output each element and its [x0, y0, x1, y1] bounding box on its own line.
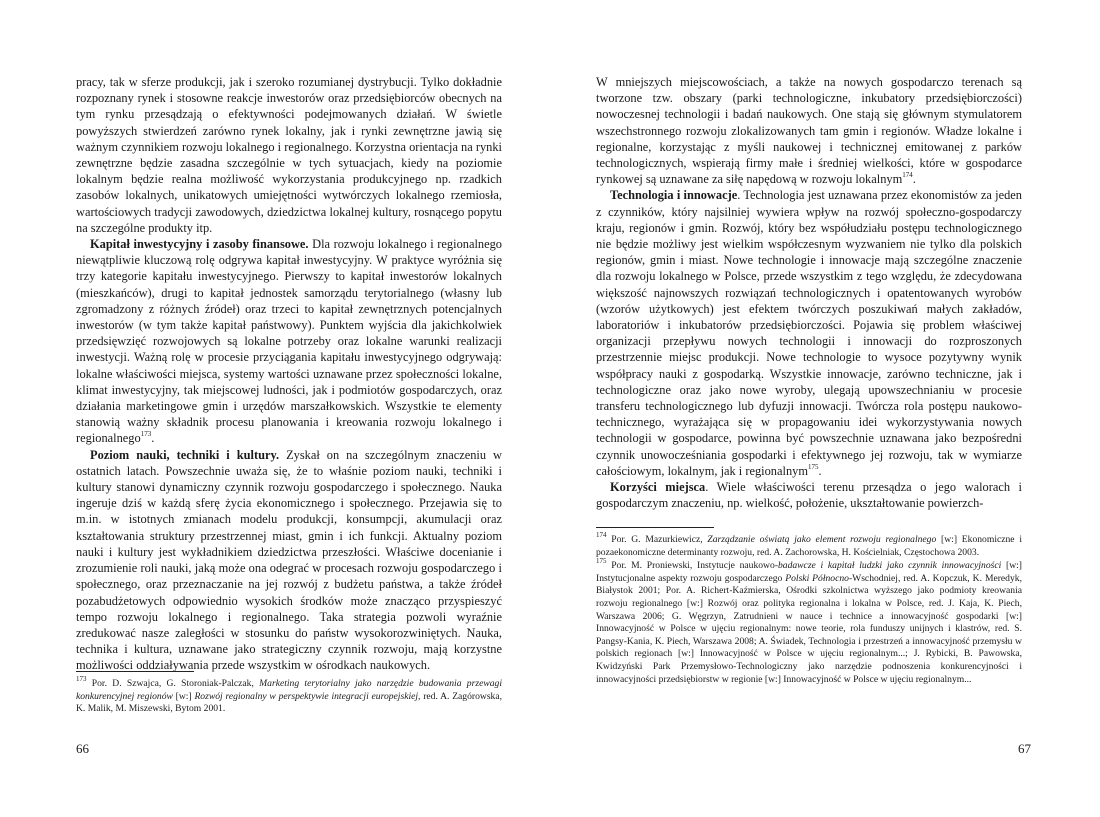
- paragraph: Kapitał inwestycyjny i zasoby finansowe. Dla rozwoju lokalnego i regionalnego niewątpliwie kluczową rolę odgrywa kapitał inwestycyjny. W praktyce wyróżnia się trzy kategorie kapitału inwestycyjnego. Pierwszy to kapitał inwestorów lokalnych (mieszkańców), drugi to kapitał jednostek samorządu terytorialnego (własny lub zgromadzony z różnych źródeł) oraz trzeci to kapitał zewnętrznych potencjalnych inwestorów (w tym także kapitał państwowy). Punktem wyjścia dla jakichkolwiek przedsięwzięć rozwojowych są lokalne potrzeby oraz lokalne warunki realizacji inwestycji. Ważną rolę w procesie przyciągania kapitału inwestycyjnego odgrywają: lokalne właściwości miejsca, systemy wartości uznawane przez społeczności lokalne, klimat inwestycyjny, tak miejscowej ludności, jak i podmiotów gospodarczych, oraz działania marketingowe gmin i urzędów marszałkowskich. Wszystkie te elementy stanowią ważny składnik procesu planowania i kreowania rozwoju lokalnego i regionalnego$^{173}$.: [76, 237, 502, 446]
- left-page: [76, 74, 502, 674]
- right-body-text: [596, 74, 1022, 511]
- paragraph: [596, 479, 1022, 511]
- footnote: [596, 530, 1022, 559]
- footnote-rule: [76, 671, 194, 672]
- paragraph: [76, 74, 502, 236]
- paragraph-text: Zyskał on na szczególnym znaczeniu w ostatnich latach. Powszechnie uważa się, że to właśnie poziom nauki, techniki i kultury stanowi dynamiczny czynnik rozwoju gospodarczego i społecznego. Nauka ingeruje dziś w każdą sferę życia ekonomicznego i społecznego. Przejawia się to m.in. w istotnych zmianach modelu produkcji, konsumpcji, akumulacji oraz kształtowania struktury przestrzennej miast, gmin i ich funkcji. Aktualny poziom nauki i kultury jest wykładnikiem dziedzictwa przeszłości. Właściwe docenianie i zrozumienie roli nauki, jaką może ona odegrać w procesach rozwoju gospodarczego i społecznego, oraz przeznaczanie na jej rozwój z budżetu państwa, a także źródeł pozabudżetowych odpowiednio wysokich środków może znacząco przyspieszyć tempo rozwoju lokalnego i regionalnego. Taka strategia pozwoli wyraźnie zredukować nasze zaległości w stosunku do państw wysokorozwiniętych. Nauka, technika i kultura, uznawane jako strategiczny czynnik rozwoju, mają korzystne możliwości oddziaływania przede wszystkim w ośrodkach naukowych.: [76, 447, 502, 673]
- right-page: [596, 74, 1022, 511]
- paragraph-text: W mniejszych miejscowościach, a także na nowych gospodarczo terenach są tworzone tzw. obszary (parki technologiczne, inkubatory przedsiębiorczości) nowoczesnej technologii i badań naukowych. One stają się głównym stymulatorem wszechstronnego rozwoju zlokalizowanych tam gmin i regionów. Władze lokalne i regionalne, korzystając z myśli naukowej i technicznej emitowanej z parków technologicznych, wspierają firmy małe i średniej wielkości, które w gospodarce rynkowej są uznawane za siłę napędową w rozwoju lokalnym: [596, 75, 1022, 187]
- footnote-text: [w:]: [172, 690, 195, 702]
- paragraph-heading: Korzyści miejsca: [610, 480, 706, 495]
- footnote: [596, 557, 1022, 686]
- footnote-number: 174: [596, 530, 607, 539]
- paragraph-heading: Technologia i innowacje: [610, 188, 738, 203]
- paragraph-text: . Wiele właściwości terenu przesądza o jego walorach i gospodarczym znaczeniu, np. wielkość, położenie, ukształtowanie powierzch-: [596, 480, 1022, 511]
- left-body-text: [76, 74, 502, 674]
- footnote-text: Por. M. Proniewski, Instytucje naukowo-: [606, 560, 778, 572]
- footnote-source: Polski Północno: [785, 572, 849, 584]
- footnote-ref[interactable]: 174: [902, 171, 913, 180]
- paragraph-text: Dla rozwoju lokalnego i regionalnego niewątpliwie kluczową rolę odgrywa kapitał inwestycyjny. W praktyce wyróżnia się trzy kategorie kapitału inwestycyjnego. Pierwszy to kapitał inwestorów lokalnych (mieszkańców), drugi to kapitał jednostek samorządu terytorialnego (własny lub zgromadzony z różnych źródeł) oraz trzeci to kapitał zewnętrznych potencjalnych inwestorów (w tym także kapitał państwowy). Punktem wyjścia dla jakichkolwiek przedsięwzięć rozwojowych są lokalne potrzeby oraz lokalne warunki realizacji inwestycji. Ważną rolę w procesie przyciągania kapitału inwestycyjnego odgrywają: lokalne właściwości miejsca, systemy wartości uznawane przez społeczności lokalne, klimat inwestycyjny, tak miejscowej ludności, jak i podmiotów gospodarczych, oraz działania marketingowe gmin i urzędów marszałkowskich. Wszystkie te elementy stanowią ważny składnik procesu planowania i kreowania rozwoju lokalnego i regionalnego: [76, 237, 502, 446]
- left-footnotes: [76, 671, 502, 717]
- paragraph: Technologia i innowacje. Technologia jest uznawana przez ekonomistów za jeden z czynników, który najsilniej wywiera wpływ na rozwój społeczno-gospodarczy kraju, regionów i gmin. Rozwój, który bez współudziału postępu technologicznego nie będzie możliwy jest wielkim współczesnym wyzwaniem nie tylko dla polskich regionów, gmin i miast. Nowe technologie i innowacje mają szczególne znaczenie dla rozwoju lokalnego w Polsce, przede wszystkim z tego względu, że zdecydowana większość najnowszych rozwiązań technologicznych i opatentowanych wyrobów (wzorów użytkowych) jest efektem twórczych poszukiwań małych zakładów, laboratoriów i inkubatorów przedsiębiorczości. Pojawia się problem właściwej organizacji przepływu nowych technologii i innowacji do rozproszonych przestrzennie miejsc produkcji. Nowe technologie to wysoce pozytywny wynik współpracy nauki z gospodarką. Wszystkie innowacje, zarówno techniczne, jak i technologiczne oraz jako nowe wyroby, ulegają upowszechnianiu w procesie transferu technologicznego lub dyfuzji innowacji. Twórcza rola postępu naukowo-technicznego, wyrażająca się w propagowaniu idei wykorzystywania nowych technologii w gospodarce, powinna być powszechnie uznawana jako bezpośredni czynnik unowocześniania gospodarki i efektywnego jej rozwoju, tak w wymiarze całościowym, lokalnym, jak i regionalnym$^{175}$.: [596, 188, 1023, 478]
- paragraph: [76, 447, 502, 674]
- paragraph: W mniejszych miejscowościach, a także na nowych gospodarczo terenach są tworzone tzw. obszary (parki technologiczne, inkubatory przedsiębiorczości) nowoczesnej technologii i badań naukowych. One stają się głównym stymulatorem wszechstronnego rozwoju zlokalizowanych tam gmin i regionów. Władze lokalne i regionalne, korzystając z myśli naukowej i technicznej emitowanej z parków technologicznych, wspierają firmy małe i średniej wielkości, które w gospodarce rynkowej są uznawane za siłę napędową w rozwoju lokalnym$^{174}$.: [596, 75, 1022, 187]
- footnote-text: Por. G. Mazurkiewicz,: [606, 534, 708, 545]
- footnote: [76, 674, 503, 716]
- footnote-ref[interactable]: 173: [140, 430, 152, 439]
- footnote-title: badawcze i kapitał ludzki jako czynnik innowacyjności: [777, 560, 1002, 572]
- footnote-number: 175: [596, 557, 607, 565]
- footnote-ref[interactable]: 175: [807, 462, 819, 471]
- footnote-source: Rozwój regionalny w perspektywie integracji europejskiej: [194, 690, 419, 702]
- footnote-rule: [596, 527, 714, 528]
- right-footnotes: [596, 527, 1022, 687]
- page-number-left: 66: [76, 741, 89, 756]
- paragraph-heading: Poziom nauki, techniki i kultury.: [90, 447, 280, 462]
- paragraph-heading: Kapitał inwestycyjny i zasoby finansowe.: [90, 237, 309, 252]
- footnote-text: [w:] Instytucjonalne aspekty rozwoju gospodarczego: [596, 560, 1022, 584]
- footnote-number: 173: [76, 674, 87, 683]
- footnote-text: Por. D. Szwajca, G. Storoniak-Palczak,: [86, 678, 260, 689]
- footnote-title: Zarządzanie oświatą jako element rozwoju regionalnego: [707, 534, 937, 545]
- footnote-title: Marketing terytorialny jako narzędzie budowania przewagi konkurencyjnej regionów: [76, 678, 502, 702]
- page-number-right: 67: [1018, 741, 1031, 756]
- footnote-text: -Wschodniej, red. A. Kopczuk, K. Meredyk, Białystok 2001; Por. A. Richert-Kaźmierska, Ośrodki szkolnictwa wyższego jako podmioty kreowania rozwoju regionalnego [w:] Rozwój oraz polityka regionalna i lokalna w Polsce, red. J. Kaja, K. Piech, Warszawa 2006; G. Węgrzyn, Zatrudnieni w nauce i technice a innowacyjność gospodarki [w:] Innowacyjność w Polsce w ujęciu regionalnym: nowe teorie, rola funduszy unijnych i klastrów, red. S. Pangsy-Kania, K. Piech, Warszawa 2008; A. Świadek, Technologia i przestrzeń a innowacyjność przemysłu w polskich regionach [w:] Innowacyjność w Polsce w ujęciu regionalnym...; J. Rybicki, B. Pawowska, Kwidzyński Park Przemysłowo-Technologiczny jako narzędzie podnoszenia konkurencyjności i innowacyjności przedsiębiorstw w regionie [w:] Innowacyjność w Polsce w ujęciu regionalnym...: [596, 572, 1022, 685]
- footnote-text: , red. A. Zagórowska, K. Malik, M. Miszewski, Bytom 2001.: [76, 690, 503, 715]
- paragraph-text: pracy, tak w sferze produkcji, jak i szeroko rozumianej dystrybucji. Tylko dokładnie rozpoznany rynek i stosowne reakcje inwestorów oraz przedsiębiorców obecnych na tym rynku przesądzają o efektywności podejmowanych działań. W świetle powyższych stwierdzeń zarówno rynek lokalny, jak i rynki zewnętrzne jawią się ważnym czynnikiem rozwoju lokalnego i regionalnego. Korzystna orientacja na rynki zewnętrzne będzie zasadna szczególnie w tych sytuacjach, kiedy na poziomie lokalnym będzie realna możliwość wykorzystania produkcyjnego np. rzadkich zasobów lokalnych, unikatowych umiejętności wytwórczych lokalnego rzemiosła, wartościowych tradycji zawodowych, dziedzictwa lokalnej kultury, rosnącego popytu na szczególne produkty itp.: [76, 75, 502, 235]
- footnote-text: [w:] Ekonomiczne i pozaekonomiczne determinanty rozwoju, red. A. Zachorowska, H. Kościelniak, Częstochowa 2003.: [596, 534, 1022, 558]
- paragraph-text: . Technologia jest uznawana przez ekonomistów za jeden z czynników, który najsilniej wywiera wpływ na rozwój społeczno-gospodarczy kraju, regionów i gmin. Rozwój, który bez współudziału postępu technologicznego nie będzie możliwy jest wielkim współczesnym wyzwaniem nie tylko dla polskich regionów, gmin i miast. Nowe technologie i innowacje mają szczególne znaczenie dla rozwoju lokalnego w Polsce, przede wszystkim z tego względu, że zdecydowana większość najnowszych rozwiązań technologicznych i opatentowanych wyrobów (wzorów użytkowych) jest efektem twórczych poszukiwań małych zakładów, laboratoriów i inkubatorów przedsiębiorczości. Pojawia się problem właściwej organizacji przepływu nowych technologii i innowacji do rozproszonych przestrzennie miejsc produkcji. Nowe technologie to wysoce pozytywny wynik współpracy nauki z gospodarką. Wszystkie innowacje, zarówno techniczne, jak i technologiczne oraz jako nowe wyroby, ulegają upowszechnianiu w procesie transferu technologicznego lub dyfuzji innowacji. Twórcza rola postępu naukowo-technicznego, wyrażająca się w propagowaniu idei wykorzystywania nowych technologii w gospodarce, powinna być powszechnie uznawana jako bezpośredni czynnik unowocześniania gospodarki i efektywnego jej rozwoju, tak w wymiarze całościowym, lokalnym, jak i regionalnym: [596, 188, 1023, 478]
